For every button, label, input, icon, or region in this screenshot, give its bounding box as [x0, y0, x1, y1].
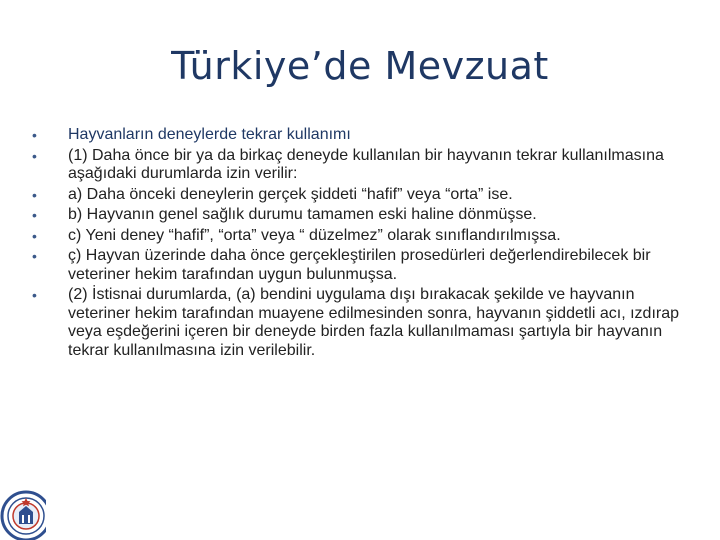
bullet-text: a) Daha önceki deneylerin gerçek şiddeti “hafif” veya “orta” ise. [68, 185, 513, 203]
university-seal-icon [0, 484, 46, 540]
bullet-dot-icon: • [32, 248, 37, 264]
bullet-item [30, 206, 690, 225]
bullet-item [30, 126, 690, 145]
bullet-text: Hayvanların deneylerde tekrar kullanımı [68, 126, 351, 143]
bullet-dot-icon: • [32, 147, 37, 164]
bullet-dot-icon: • [32, 227, 37, 244]
slide-title: Türkiye’de Mevzuat [171, 44, 549, 88]
bullet-item [30, 247, 690, 284]
bullet-text: (2) İstisnai durumlarda, (a) bendini uygulama dışı bırakacak şekilde ve hayvanın veteriner hekim tarafından muayene edilmesinden sonra, hayvanın şiddetli acı, ızdırap veya eşdeğerini içeren bir deneyde birden fazla kullanılmaması şartıyla bir hayvanın tekrar kullanılmasına izin verilebilir. [68, 286, 680, 359]
bullet-dot-icon: • [32, 186, 37, 203]
bullet-dot-icon: • [32, 207, 37, 223]
bullet-text: c) Yeni deney “hafif”, “orta” veya “ düzelmez” olarak sınıflandırılmışsa. [68, 226, 561, 244]
bullet-item [30, 286, 690, 360]
bullet-text: b) Hayvanın genel sağlık durumu tamamen eski haline dönmüşse. [68, 206, 537, 223]
bullet-text: ç) Hayvan üzerinde daha önce gerçekleştirilen prosedürleri değerlendirebilecek bir veteriner hekim tarafından uygun bulunmuşsa. [68, 247, 651, 283]
bullet-dot-icon: • [32, 127, 37, 143]
bullet-item [30, 227, 690, 246]
bullet-item [30, 186, 690, 205]
bullet-list [30, 126, 690, 362]
bullet-dot-icon: • [32, 287, 37, 303]
bullet-item [30, 147, 690, 184]
bullet-text: (1) Daha önce bir ya da birkaç deneyde kullanılan bir hayvanın tekrar kullanılmasına aşağıdaki durumlarda izin verilir: [68, 146, 664, 182]
